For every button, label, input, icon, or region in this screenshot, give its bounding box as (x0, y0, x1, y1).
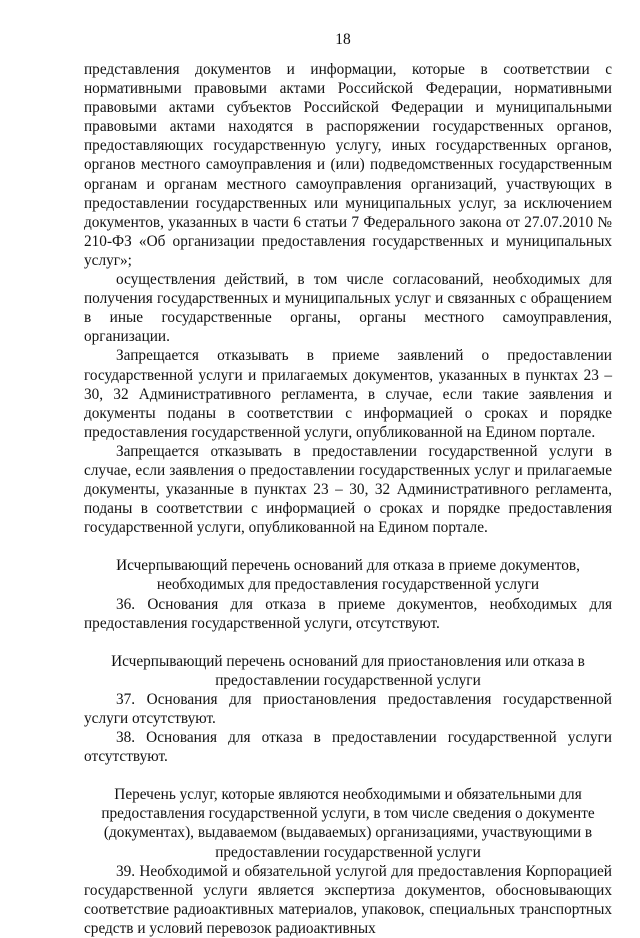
document-body (84, 60, 612, 938)
paragraph-continuation: представления документов и информации, которые в соответствии с нормативными правовыми актами Российской Федерации, нормативными правовыми актами субъектов Российской Федерации и муниципальными правовыми актами находятся в распоряжении государственных органов, предоставляющих государственную услугу, иных государственных органов, органов местного самоуправления и (или) подведомственных государственным органам и органам местного самоуправления организаций, участвующих в предоставлении государственных или муниципальных услуг, за исключением документов, указанных в части 6 статьи 7 Федерального закона от 27.07.2010 № 210-ФЗ «Об организации предоставления государственных и муниципальных услуг»; (84, 61, 612, 269)
item-36: 36. Основания для отказа в приеме документов, необходимых для предоставления государственной услуги, отсутствуют. (84, 595, 612, 632)
paragraph-actions: осуществления действий, в том числе согласований, необходимых для получения государственных и муниципальных услуг и связанных с обращением в иные государственные органы, органы местного самоуправления, организации. (84, 271, 612, 346)
section-heading-suspension-refusal: Исчерпывающий перечень оснований для приостановления или отказа в предоставлении государственной услуги (111, 652, 585, 689)
paragraph-reception-ban: Запрещается отказывать в приеме заявлений о предоставлении государственной услуги и прилагаемых документов, указанных в пунктах 23 – 30, 32 Административного регламента, в случае, если такие заявления и документы поданы в соответствии с информацией о сроках и порядке предоставления государственной услуги, опубликованной на Едином портале. (84, 347, 612, 441)
section-heading-reception-refusal: Исчерпывающий перечень оснований для отказа в приеме документов, необходимых для предоставления государственной услуги (116, 557, 580, 594)
paragraph-provision-ban: Запрещается отказывать в предоставлении государственной услуги в случае, если заявления о предоставлении государственных услуг и прилагаемые документы, указанные в пунктах 23 – 30, 32 Административного регламента, поданы в соответствии с информацией о сроках и порядке предоставления государственной услуги, опубликованной на Едином портале. (84, 442, 612, 537)
page-number: 18 (335, 31, 351, 48)
item-39: 39. Необходимой и обязательной услугой для предоставления Корпорацией государственной услуги является экспертиза документов, обосновывающих соответствие радиоактивных материалов, упаковок, специальных транспортных средств и условий перевозок радиоактивных (84, 862, 612, 937)
item-37: 37. Основания для приостановления предоставления государственной услуги отсутствуют. (84, 690, 612, 727)
section-heading-required-services: Перечень услуг, которые являются необходимыми и обязательными для предоставления государственной услуги, в том числе сведения о документе (документах), выдаваемом (выдаваемых) организациями, участвующими в предоставлении государственной услуги (101, 786, 595, 861)
item-38: 38. Основания для отказа в предоставлении государственной услуги отсутствуют. (84, 729, 612, 766)
